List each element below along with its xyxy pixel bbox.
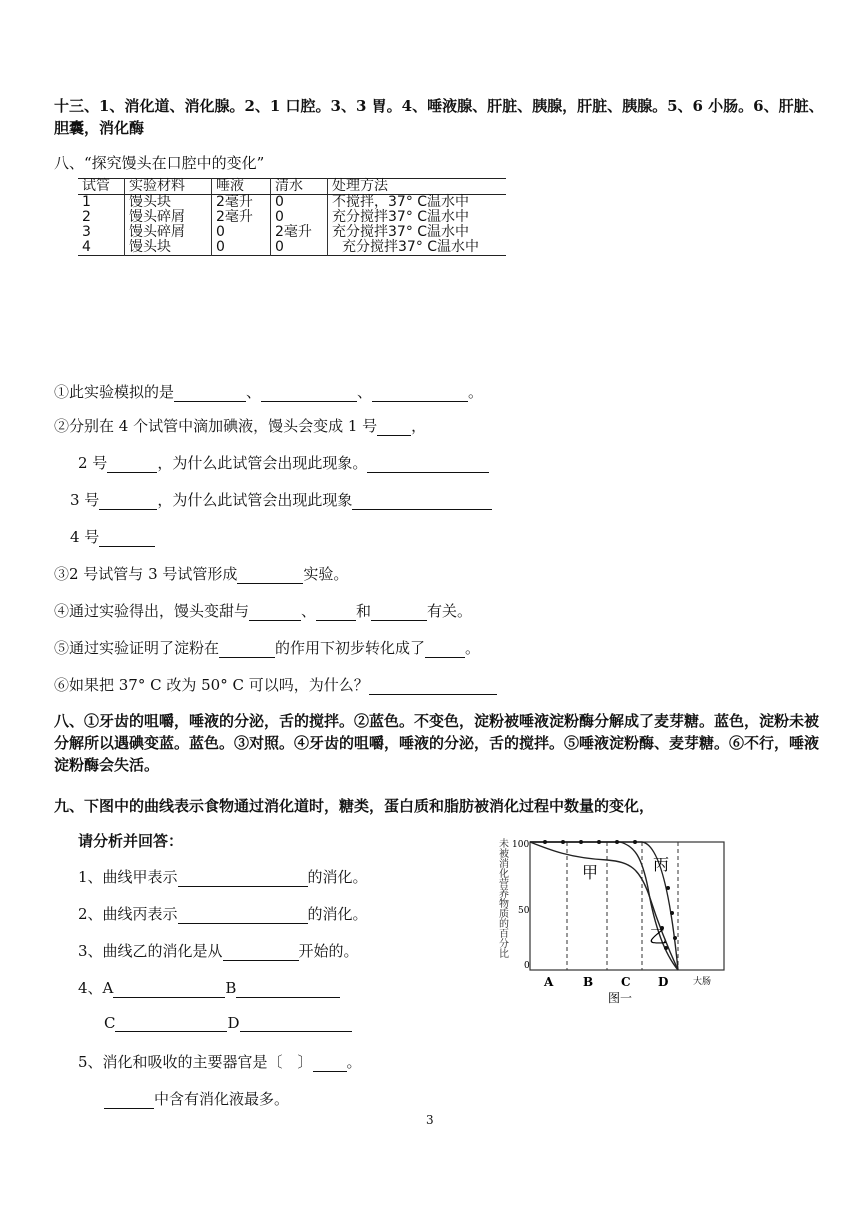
table-cell: 3 [82, 224, 91, 240]
answer-blank[interactable] [236, 981, 340, 998]
answer-blank[interactable] [367, 456, 489, 473]
table-cell: 馒头块 [125, 240, 212, 256]
question-text: C [104, 1014, 116, 1032]
answer-blank[interactable] [371, 604, 427, 621]
question-text: 实验。 [303, 565, 349, 583]
table-cell: 馒头碎屑 [125, 225, 212, 240]
answer-section-13: 十三、1、消化道、消化腺。2、1 口腔。3、3 胃。4、唾液腺、肝脏、胰腺，肝脏、胰腺。5、6 小肠。6、肝脏、胆囊，消化酶 [54, 97, 824, 137]
y-tick-label: 100 [512, 840, 530, 850]
table-cell: 0 [271, 195, 328, 211]
answer-blank[interactable] [425, 641, 465, 658]
question-3 [54, 563, 348, 584]
table-header: 处理方法 [328, 179, 507, 195]
question-text: 的消化。 [307, 868, 368, 886]
graph-ylabel: 未被消化营养物质的百分比 [496, 838, 508, 958]
question-5 [54, 637, 480, 658]
table-cell: 2毫升 [212, 195, 271, 211]
table-cell: 不搅拌，37° C温水中 [328, 195, 507, 211]
question-text: 。 [468, 383, 484, 401]
table-row [78, 210, 506, 225]
curve-label: 甲 [582, 863, 599, 882]
table-cell: 2 [82, 209, 91, 225]
answer-blank[interactable] [174, 385, 246, 402]
table-cell: 2毫升 [212, 210, 271, 225]
s9-question-4b [104, 1014, 352, 1032]
answer-blank[interactable] [237, 567, 303, 584]
answer-blank[interactable] [249, 604, 301, 621]
question-text: ④通过实验得出，馒头变甜与 [54, 602, 250, 620]
x-label: B [583, 975, 594, 989]
table-cell: 0 [212, 225, 271, 240]
question-text: ，为什么此试管会出现此现象。 [157, 454, 368, 472]
question-text: ③2 号试管与 3 号试管形成 [54, 565, 238, 583]
y-tick-label: 0 [524, 961, 530, 971]
question-text: 、 [246, 383, 262, 401]
table-cell: 2毫升 [271, 225, 328, 240]
table-cell: 馒头碎屑 [125, 210, 212, 225]
table-cell: 馒头块 [125, 195, 212, 211]
question-text: 1、曲线甲表示 [78, 868, 178, 886]
answer-blank[interactable] [240, 1015, 352, 1032]
x-label: D [658, 975, 669, 989]
x-label: A [544, 975, 554, 989]
question-2-tube-2 [78, 452, 489, 473]
curve-label: 乙 [649, 927, 667, 948]
question-4 [54, 600, 472, 621]
answer-blank[interactable] [352, 493, 492, 510]
question-text: B [225, 979, 237, 997]
answer-blank[interactable] [113, 981, 225, 998]
answer-blank[interactable] [178, 907, 308, 924]
s9-question-3 [78, 940, 359, 961]
question-text: 3 号 [70, 491, 100, 509]
table-row [78, 240, 506, 256]
answer-blank[interactable] [219, 641, 275, 658]
table-cell: 充分搅拌37° C温水中 [328, 225, 507, 240]
s9-question-5 [78, 1051, 362, 1072]
question-text: 、 [301, 602, 317, 620]
table-cell: 充分搅拌37° C温水中 [328, 240, 507, 256]
answer-blank[interactable] [99, 530, 155, 547]
table-header: 唾液 [212, 179, 271, 195]
question-text: 4、A [78, 979, 114, 997]
question-text: 4 号 [70, 528, 100, 546]
question-text: 3、曲线乙的消化是从 [78, 942, 223, 960]
answer-blank[interactable] [316, 604, 356, 621]
question-text: 2 号 [78, 454, 108, 472]
question-text: 的消化。 [307, 905, 368, 923]
table-cell: 0 [271, 240, 328, 256]
answer-blank[interactable] [178, 870, 308, 887]
question-text: 。 [346, 1053, 362, 1071]
table-cell: 0 [271, 210, 328, 225]
question-text: 。 [465, 639, 481, 657]
section-9-subtitle: 请分析并回答： [78, 832, 184, 850]
question-text: 开始的。 [298, 942, 359, 960]
question-6 [54, 674, 497, 695]
answer-blank[interactable] [115, 1015, 227, 1032]
question-text: 有关。 [427, 602, 473, 620]
answer-blank[interactable] [104, 1092, 154, 1109]
page-number: 3 [426, 1113, 434, 1127]
question-2-tube-4 [70, 526, 155, 547]
table-header: 试管 [78, 179, 125, 195]
question-text: 中含有消化液最多。 [154, 1090, 290, 1108]
curve-label: 丙 [653, 855, 670, 874]
table-header: 清水 [271, 179, 328, 195]
answer-blank[interactable] [369, 678, 497, 695]
s9-question-4 [78, 977, 340, 998]
experiment-table [78, 178, 506, 256]
answer-blank[interactable] [313, 1055, 347, 1072]
table-row [78, 195, 506, 211]
answer-blank[interactable] [99, 493, 157, 510]
section-9-title: 九、下图中的曲线表示食物通过消化道时，糖类，蛋白质和脂肪被消化过程中数量的变化， [54, 797, 655, 815]
answer-blank[interactable] [107, 456, 157, 473]
y-tick-label: 50 [518, 906, 530, 916]
answer-section-8: 八、①牙齿的咀嚼，唾液的分泌，舌的搅拌。②蓝色。不变色，淀粉被唾液淀粉酶分解成了麦芽糖。蓝色，淀粉未被分解所以遇碘变蓝。蓝色。③对照。④牙齿的咀嚼，唾液的分泌，舌的搅拌。⑤唾液淀粉酶、麦芽糖。⑥不行，唾液淀粉酶会失活。 [54, 712, 820, 774]
question-text: 2、曲线丙表示 [78, 905, 178, 923]
answer-blank[interactable] [372, 385, 468, 402]
question-text: D [227, 1014, 240, 1032]
question-text: ，为什么此试管会出现此现象 [157, 491, 353, 509]
question-text: 、 [357, 383, 373, 401]
x-label: C [621, 975, 631, 989]
question-text: ， [411, 417, 427, 435]
s9-question-1 [78, 866, 368, 887]
question-text: ②分别在 4 个试管中滴加碘液，馒头会变成 1 号 [54, 417, 378, 435]
table-row [78, 225, 506, 240]
graph-caption: 图一 [608, 991, 633, 1005]
question-2 [54, 415, 426, 436]
question-text: 和 [356, 602, 372, 620]
table-cell: 1 [82, 194, 91, 210]
table-cell: 0 [212, 240, 271, 256]
table-cell: 4 [82, 239, 91, 255]
answer-blank[interactable] [377, 419, 411, 436]
table-header: 实验材料 [125, 179, 212, 195]
question-text: ①此实验模拟的是 [54, 383, 175, 401]
table-cell: 充分搅拌37° C温水中 [328, 210, 507, 225]
s9-question-5b [104, 1088, 289, 1109]
s9-question-2 [78, 903, 368, 924]
question-text: 的作用下初步转化成了 [275, 639, 426, 657]
answer-blank[interactable] [261, 385, 357, 402]
graph-frame [530, 842, 724, 970]
x-label: 大肠 [693, 977, 712, 987]
section-8-title: 八、“探究馒头在口腔中的变化” [54, 154, 265, 172]
question-text: ⑥如果把 37° C 改为 50° C 可以吗，为什么？ [54, 676, 369, 694]
answer-blank[interactable] [223, 944, 299, 961]
question-2-tube-3 [70, 489, 492, 510]
digestion-graph [490, 828, 730, 1008]
question-text: 5、消化和吸收的主要器官是〔 〕 [78, 1053, 313, 1071]
question-text: ⑤通过实验证明了淀粉在 [54, 639, 220, 657]
question-1 [54, 381, 483, 402]
